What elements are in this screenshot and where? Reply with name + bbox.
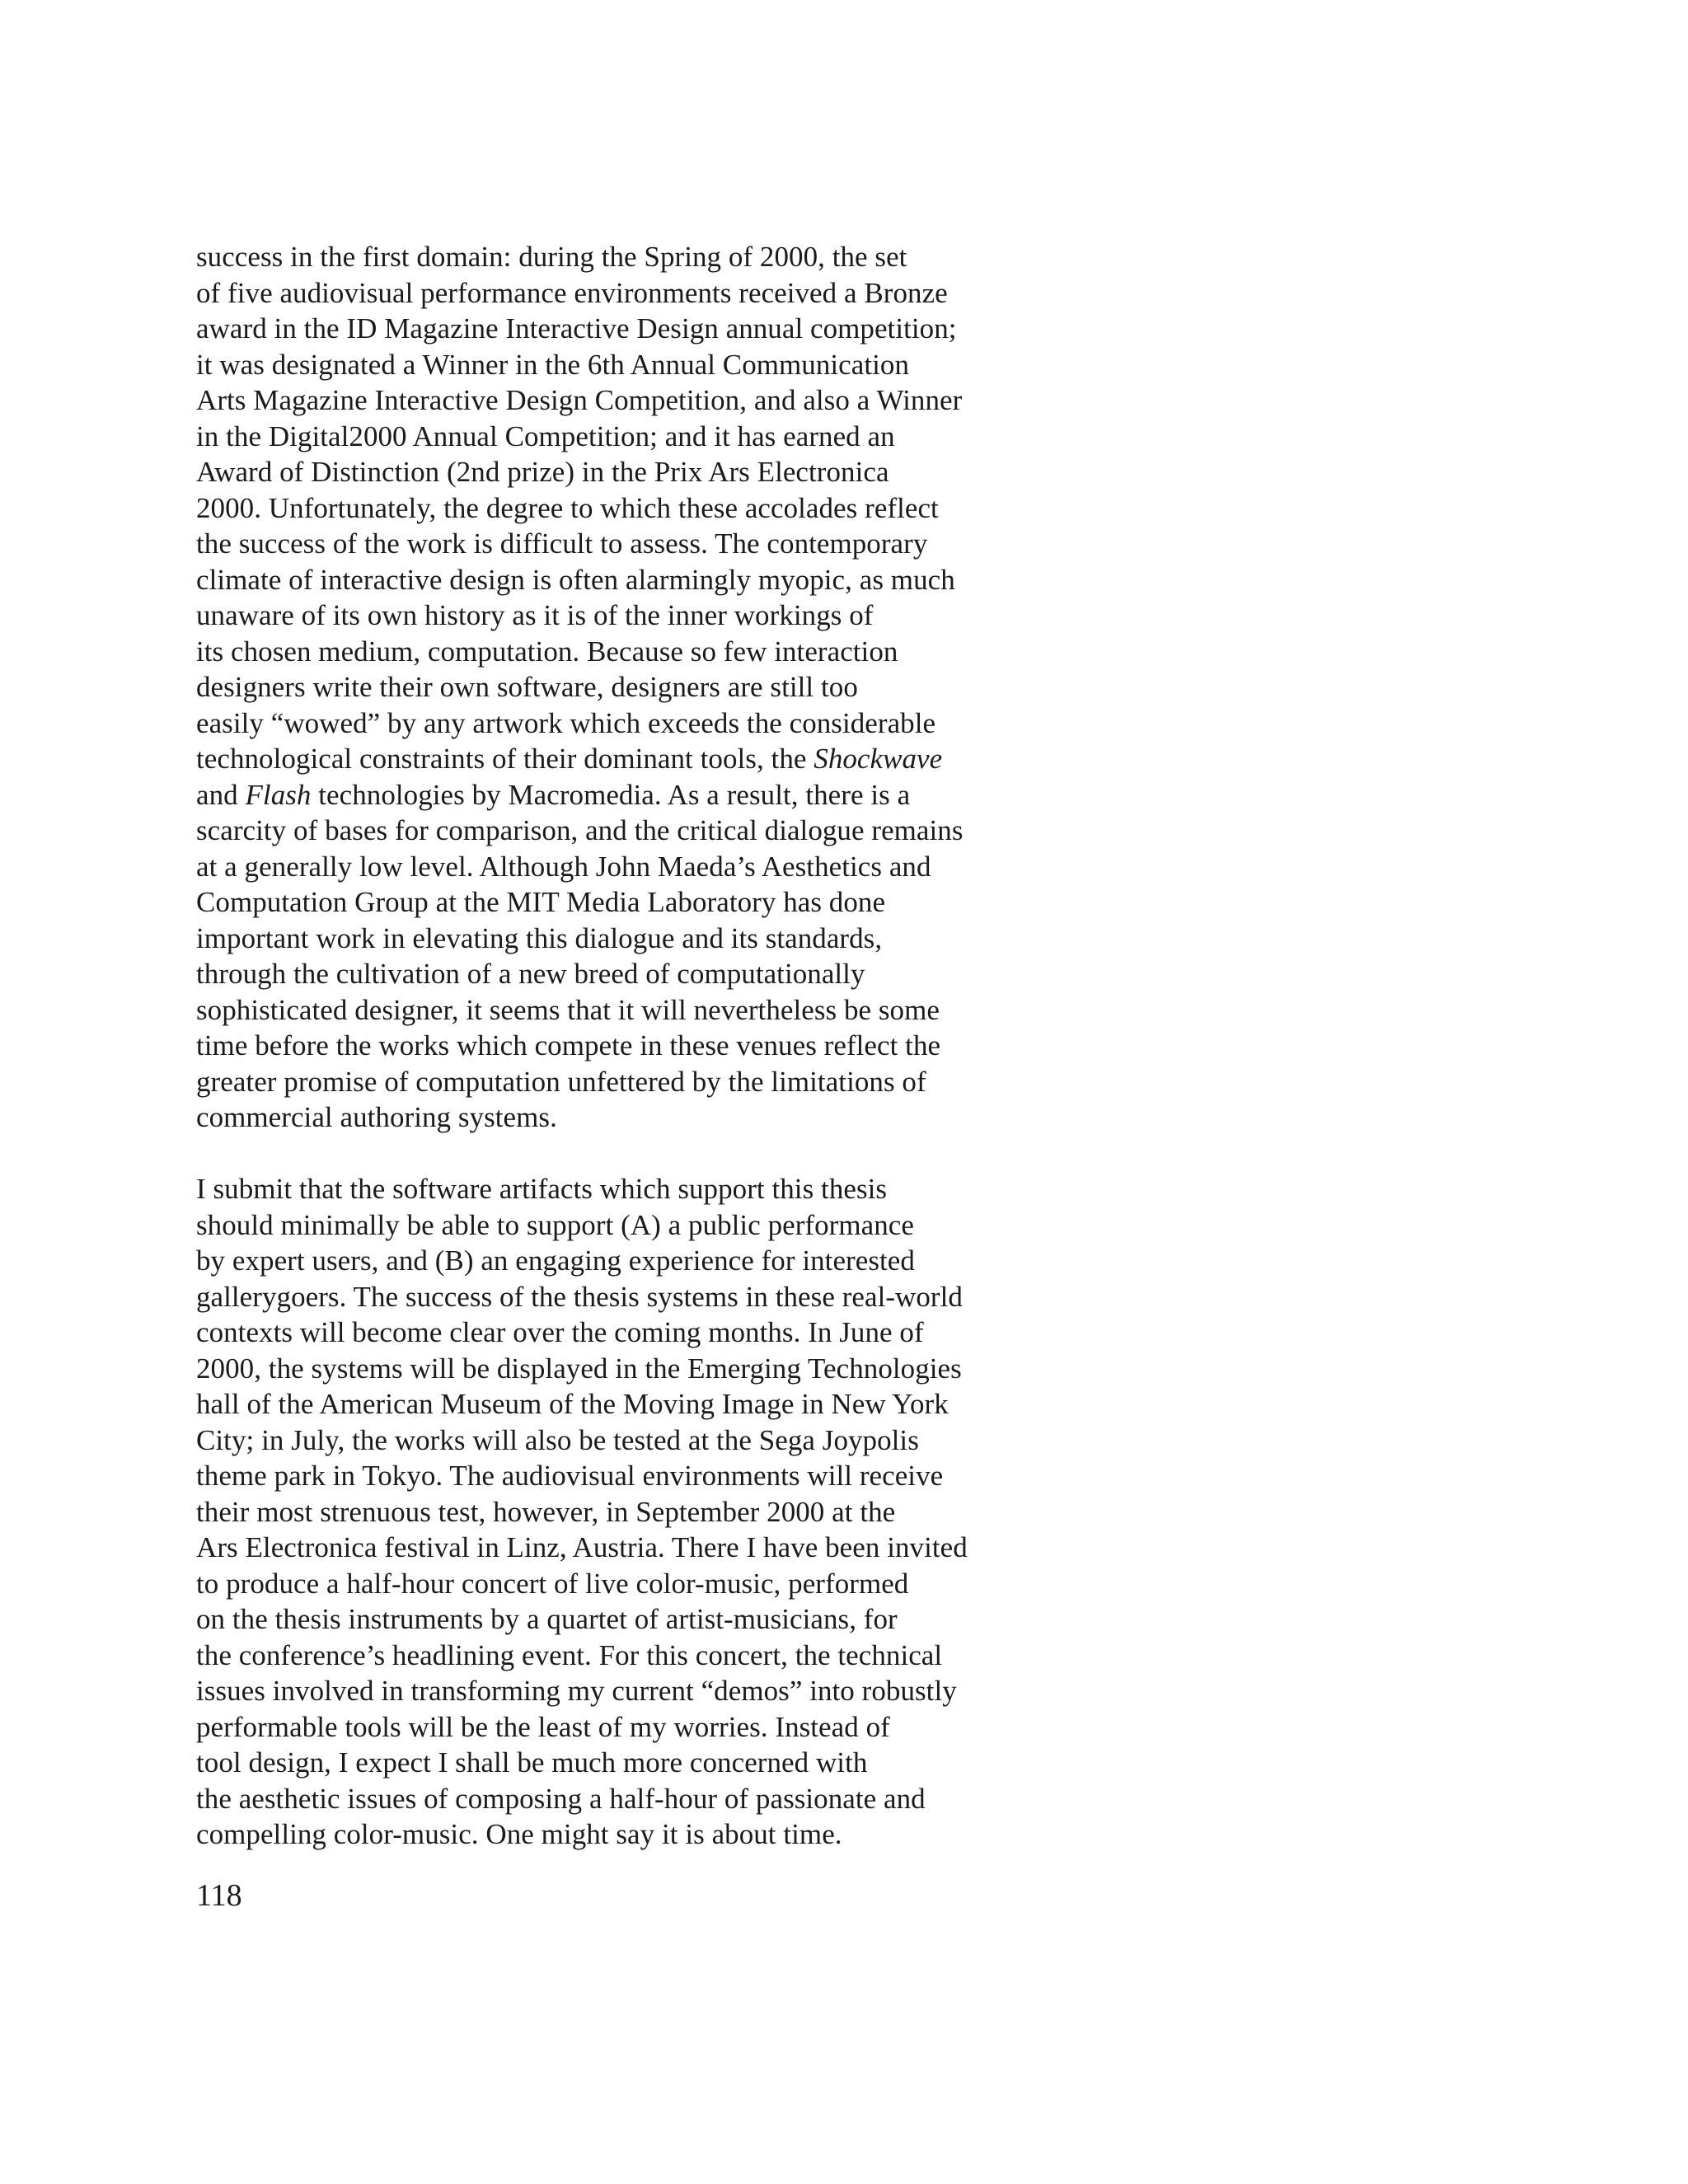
text-line: tool design, I expect I shall be much more concerned with: [196, 1746, 868, 1779]
text-line: 2000, the systems will be displayed in the Emerging Technologies: [196, 1352, 962, 1385]
text-line: it was designated a Winner in the 6th Annual Communication: [196, 348, 909, 381]
text-line: contexts will become clear over the coming months. In June of: [196, 1316, 924, 1348]
text-line: [196, 741, 1086, 777]
text-line: their most strenuous test, however, in September 2000 at the: [196, 1495, 896, 1528]
text-line: compelling color-music. One might say it is about time.: [196, 1818, 842, 1850]
text-line: award in the ID Magazine Interactive Design annual competition;: [196, 312, 957, 344]
text-line: I submit that the software artifacts which support this thesis: [196, 1173, 888, 1205]
text-line: of five audiovisual performance environments received a Bronze: [196, 276, 948, 309]
text-line: Arts Magazine Interactive Design Competition, and also a Winner: [196, 384, 963, 416]
text-line: 2000. Unfortunately, the degree to which these accolades reflect: [196, 491, 939, 524]
page-number: 118: [196, 1878, 242, 1913]
body-paragraph-1: [196, 239, 1086, 1136]
text-line: gallerygoers. The success of the thesis systems in these real-world: [196, 1280, 963, 1313]
text-line: to produce a half-hour concert of live color-music, performed: [196, 1567, 909, 1600]
text-line: commercial authoring systems.: [196, 1101, 557, 1133]
text-line: on the thesis instruments by a quartet of artist-musicians, for: [196, 1603, 898, 1635]
text-line: performable tools will be the least of my worries. Instead of: [196, 1710, 890, 1743]
text-line: at a generally low level. Although John Maeda’s Aesthetics and: [196, 850, 931, 883]
text-line: issues involved in transforming my current “demos” into robustly: [196, 1675, 957, 1707]
text-line: [196, 777, 1086, 813]
text-line: by expert users, and (B) an engaging experience for interested: [196, 1244, 915, 1277]
text-run: and: [196, 778, 246, 811]
text-line: designers write their own software, designers are still too: [196, 671, 858, 703]
text-line: Ars Electronica festival in Linz, Austria. There I have been invited: [196, 1531, 968, 1563]
italic-term-flash: Flash: [245, 778, 312, 811]
text-line: hall of the American Museum of the Moving Image in New York: [196, 1388, 949, 1420]
text-line: City; in July, the works will also be tested at the Sega Joypolis: [196, 1423, 919, 1456]
text-line: Computation Group at the MIT Media Laboratory has done: [196, 886, 886, 918]
text-run: technological constraints of their dominant tools, the: [196, 743, 814, 775]
text-line: sophisticated designer, it seems that it will nevertheless be some: [196, 993, 940, 1026]
text-line: in the Digital2000 Annual Competition; and it has earned an: [196, 419, 895, 452]
text-line: its chosen medium, computation. Because so few interaction: [196, 635, 898, 668]
italic-term-shockwave: Shockwave: [814, 743, 943, 775]
text-line: scarcity of bases for comparison, and the critical dialogue remains: [196, 814, 964, 846]
text-line: through the cultivation of a new breed of computationally: [196, 958, 865, 990]
text-line: the conference’s headlining event. For this concert, the technical: [196, 1638, 943, 1671]
text-line: success in the first domain: during the Spring of 2000, the set: [196, 241, 907, 273]
text-line: time before the works which compete in these venues reflect the: [196, 1029, 941, 1062]
text-line: unaware of its own history as it is of the inner workings of: [196, 599, 874, 631]
text-line: the success of the work is difficult to assess. The contemporary: [196, 527, 928, 560]
text-line: Award of Distinction (2nd prize) in the Prix Ars Electronica: [196, 456, 889, 488]
text-line: climate of interactive design is often alarmingly myopic, as much: [196, 563, 955, 596]
text-line: important work in elevating this dialogue and its standards,: [196, 921, 883, 954]
text-line: greater promise of computation unfettered by the limitations of: [196, 1065, 926, 1098]
text-line: the aesthetic issues of composing a half-hour of passionate and: [196, 1782, 926, 1815]
text-run: technologies by Macromedia. As a result, there is a: [311, 778, 911, 811]
body-paragraph-2: [196, 1171, 1086, 1853]
text-line: should minimally be able to support (A) a public performance: [196, 1208, 914, 1241]
text-line: theme park in Tokyo. The audiovisual environments will receive: [196, 1460, 944, 1492]
text-line: easily “wowed” by any artwork which exceeds the considerable: [196, 706, 936, 739]
